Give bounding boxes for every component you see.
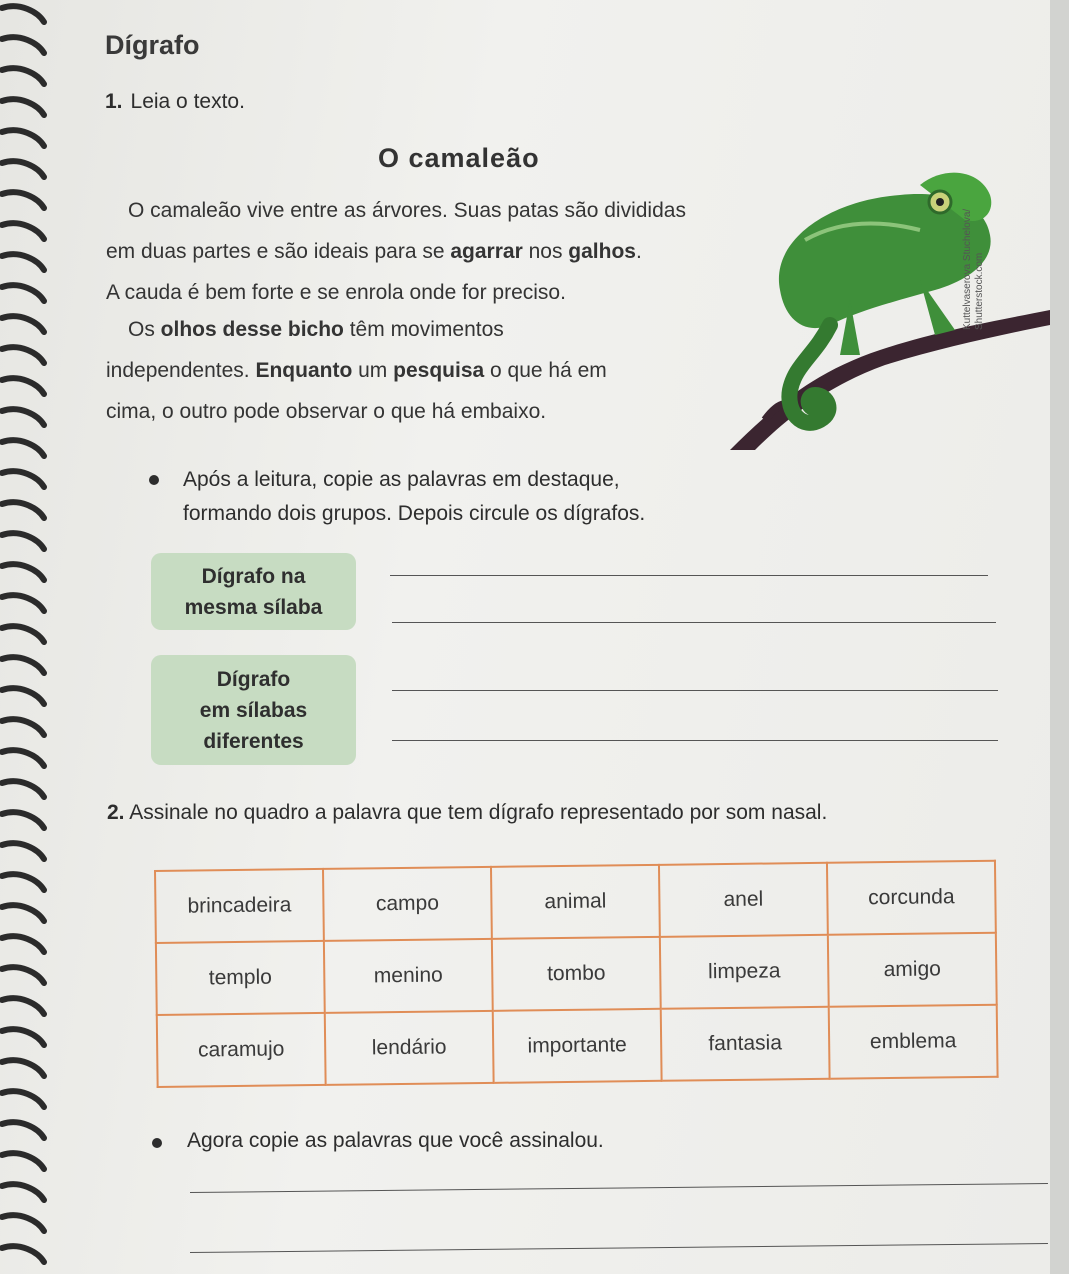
story-title: O camaleão (378, 143, 540, 173)
next-page-edge (1050, 0, 1069, 1274)
spiral-binding-icon (0, 0, 60, 1274)
word-cell[interactable]: animal (491, 865, 660, 939)
image-credit-line-1: Kuttelvaserova Stuchelova/ (962, 208, 973, 330)
story-text: nos (522, 240, 569, 263)
highlighted-word: agarrar (450, 240, 523, 263)
question-2-number: 2. (107, 801, 125, 824)
group-box-line: em sílabas (199, 698, 308, 722)
word-cell[interactable]: tombo (492, 937, 661, 1011)
word-cell[interactable]: importante (493, 1009, 662, 1083)
group-box-line: mesma sílaba (184, 595, 323, 619)
group-box-line: Dígrafo (216, 667, 291, 691)
story-text: Os (128, 318, 161, 341)
word-cell[interactable]: anel (659, 863, 828, 937)
story-text: independentes. (106, 359, 256, 382)
story-text: têm movimentos (343, 318, 504, 341)
answer-line[interactable] (392, 622, 996, 623)
story-line (106, 272, 746, 313)
group-box-line: diferentes (203, 729, 304, 753)
word-cell[interactable]: corcunda (827, 861, 996, 935)
story-text: cima, o outro pode observar o que há embaixo. (106, 400, 547, 423)
word-cell[interactable]: campo (323, 867, 492, 941)
bullet-1-text (183, 465, 645, 529)
answer-line[interactable] (392, 690, 998, 691)
chameleon-illustration-icon (720, 150, 1050, 450)
bullet-1-line-1: Após a leitura, copie as palavras em destaque, (183, 468, 620, 491)
word-cell[interactable]: fantasia (661, 1007, 830, 1081)
image-credit-line-2: Shutterstock.com (974, 252, 985, 330)
highlighted-word: olhos desse bicho (160, 318, 344, 341)
question-1-number: 1. (105, 90, 123, 113)
bullet-2-text: Agora copie as palavras que você assinalou. (187, 1129, 604, 1152)
question-2-instruction: Assinale no quadro a palavra que tem dígrafo representado por som nasal. (129, 801, 828, 824)
word-cell[interactable]: templo (156, 941, 325, 1015)
highlighted-word: Enquanto (255, 359, 353, 382)
highlighted-word: pesquisa (393, 359, 485, 382)
word-cell[interactable]: menino (324, 939, 493, 1013)
word-cell[interactable]: limpeza (660, 935, 829, 1009)
word-cell[interactable]: brincadeira (155, 869, 324, 943)
page-heading: Dígrafo (105, 30, 200, 60)
story-text: em duas partes e são ideais para se (106, 240, 451, 263)
group-box-same-syllable (151, 553, 356, 630)
highlighted-word: galhos (568, 240, 636, 263)
bullet-1-line-2: formando dois grupos. Depois circule os dígrafos. (183, 502, 646, 525)
word-cell[interactable]: emblema (829, 1005, 998, 1079)
word-table-row (157, 1005, 998, 1087)
story-text: A cauda é bem forte e se enrola onde for preciso. (106, 281, 566, 304)
question-1-instruction: Leia o texto. (130, 90, 245, 113)
word-table (154, 860, 999, 1088)
word-cell[interactable]: amigo (828, 933, 997, 1007)
question-1 (105, 90, 245, 114)
group-box-different-syllables (151, 655, 356, 765)
story-text: O camaleão vive entre as árvores. Suas patas são divididas (128, 199, 686, 222)
answer-line[interactable] (392, 740, 998, 741)
story-line (106, 391, 746, 432)
bullet-dot (152, 1138, 162, 1148)
story-paragraph-2 (106, 309, 746, 432)
group-box-line: Dígrafo na (201, 564, 306, 588)
story-paragraph-1 (106, 190, 746, 313)
story-line (106, 190, 746, 231)
answer-line[interactable] (390, 575, 988, 576)
word-table-row (155, 861, 996, 943)
story-text: o que há em (484, 359, 607, 382)
word-cell[interactable]: caramujo (157, 1013, 326, 1087)
bullet-dot (149, 475, 159, 485)
story-line (106, 350, 746, 391)
story-line (106, 231, 746, 272)
story-text: um (352, 359, 394, 382)
question-2 (107, 801, 827, 825)
word-cell[interactable]: lendário (325, 1011, 494, 1085)
story-line (106, 309, 746, 350)
image-credit (962, 209, 986, 330)
story-text: . (635, 240, 642, 263)
word-table-row (156, 933, 997, 1015)
